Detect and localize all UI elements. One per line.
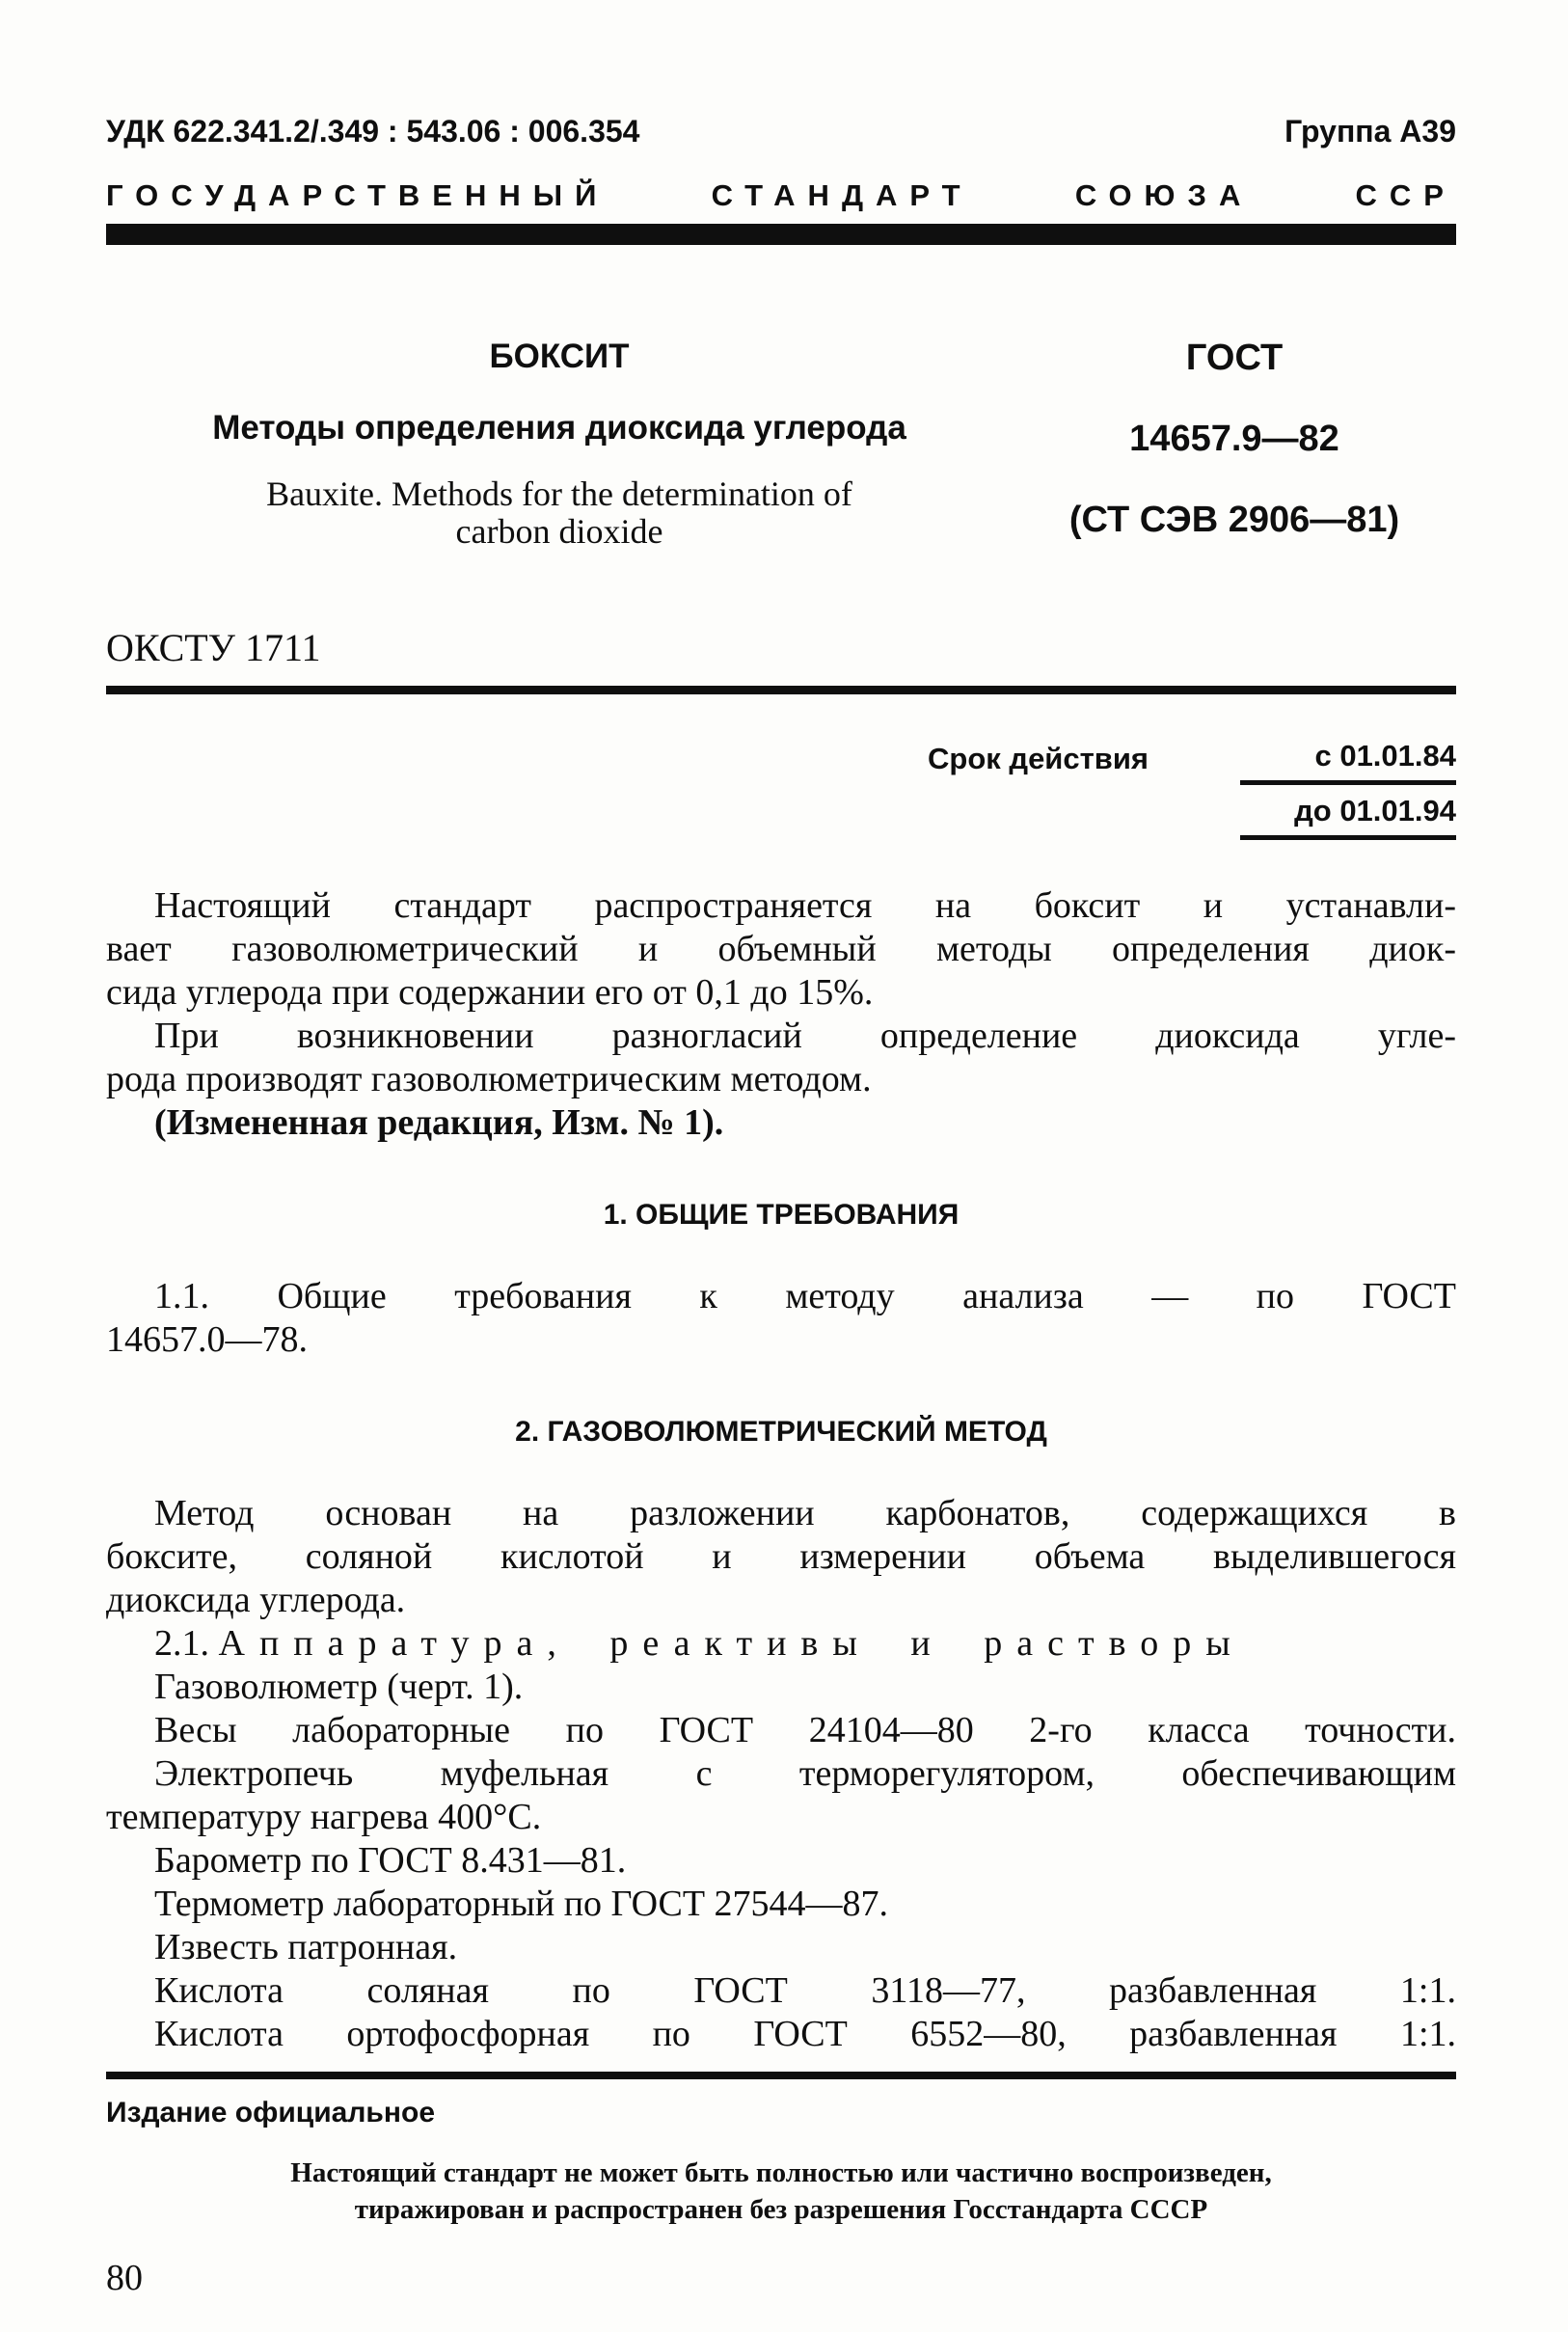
paragraph [106,2013,1456,2056]
text-line: Кислота ортофосфорная по ГОСТ 6552—80, разбавленная 1:1. [154,2014,1456,2054]
validity-block [106,739,1456,840]
text-line: Кислота соляная по ГОСТ 3118—77, разбавленная 1:1. [154,1970,1456,2011]
title-left-column [106,338,1013,581]
validity-dates [1240,739,1456,840]
paragraph [106,1926,1456,1969]
text-line: Настоящий стандарт не может быть полностью или частично воспроизведен, [290,2157,1272,2188]
validity-label: Срок действия [928,742,1149,775]
method-paragraph [106,1492,1456,1622]
apparatus-item-list [106,1666,1456,2056]
title-block [106,338,1456,581]
section-2-heading: 2. ГАЗОВОЛЮМЕТРИЧЕСКИЙ МЕТОД [515,1416,1047,1448]
paragraph [106,1752,1456,1839]
udk-code: УДК 622.341.2/.349 : 543.06 : 006.354 [106,114,640,149]
paragraph [106,1839,1456,1883]
standard-org-title: ГОСУДАРСТВЕННЫЙ СТАНДАРТ СОЮЗА ССР [106,178,1456,212]
text-line: рода производят газоволюметрическим методом. [106,1059,872,1099]
validity-from-date: с 01.01.84 [1240,739,1456,785]
text-line: Весы лабораторные по ГОСТ 24104—80 2-го класса точности. [154,1710,1456,1750]
copyright-notice [106,2155,1456,2228]
text-line: Известь патронная. [154,1927,458,1967]
text-line: Bauxite. Methods for the determination of [266,475,852,513]
text-line: Барометр по ГОСТ 8.431—81. [154,1840,627,1881]
page-number: 80 [106,2258,143,2298]
text-line: Настоящий стандарт распространяется на боксит и устанавли- [154,885,1456,926]
standard-designation [1013,338,1456,581]
intro-paragraph-1 [106,884,1456,1015]
text-line: диоксида углерода. [106,1580,406,1620]
validity-to-date: до 01.01.94 [1240,794,1456,840]
amendment-note: (Измененная редакция, Изм. № 1). [154,1102,724,1143]
text-line: ГОСТ [1185,338,1284,378]
paragraph [106,1969,1456,2013]
standard-subject: БОКСИТ [489,338,630,375]
text-line: 14657.9—82 [1129,419,1339,459]
text-line: Термометр лабораторный по ГОСТ 27544—87. [154,1884,889,1924]
group-code: Группа А39 [1284,114,1456,149]
classification-row [106,114,1456,149]
standard-title-english [106,475,1013,551]
text-line: (СТ СЭВ 2906—81) [1068,500,1400,540]
text-line: Газоволюметр (черт. 1). [154,1667,524,1707]
section-1-heading: 1. ОБЩИЕ ТРЕБОВАНИЯ [603,1199,960,1231]
text-line: сида углерода при содержании его от 0,1 до 15%. [106,972,874,1013]
paragraph [106,1709,1456,1752]
section-1-paragraph [106,1275,1456,1362]
apparatus-clause-number: 2.1. [154,1623,209,1664]
standard-title-russian: Методы определения диоксида углерода [212,409,906,447]
apparatus-clause-title: Аппаратура, реактивы и растворы [218,1623,1245,1664]
text-line: температуру нагрева 400°С. [106,1797,542,1837]
text-line: боксите, соляной кислотой и измерении объема выделившегося [106,1536,1456,1577]
paragraph [106,1666,1456,1709]
text-line: вает газоволюметрический и объемный методы определения диок- [106,929,1456,969]
intro-paragraph-2 [106,1015,1456,1101]
header-bar [106,224,1456,245]
text-line: тиражирован и распространен без разрешения Госстандарта СССР [354,2194,1208,2225]
paragraph [106,1883,1456,1926]
official-edition-label: Издание официальное [106,2097,436,2129]
horizontal-rule [106,686,1456,694]
text-line: Метод основан на разложении карбонатов, содержащихся в [154,1493,1456,1533]
apparatus-heading [106,1622,1456,1666]
text-line: 1.1. Общие требования к методу анализа — по ГОСТ [154,1276,1456,1316]
text-line: При возникновении разногласий определение диоксида угле- [154,1016,1456,1056]
text-line: 14657.0—78. [106,1319,308,1360]
document-body [106,884,1456,2056]
footer-rule [106,2072,1456,2079]
text-line: Электропечь муфельная с терморегулятором, обеспечивающим [154,1753,1456,1794]
text-line: carbon dioxide [455,512,663,551]
okstu-code: ОКСТУ 1711 [106,626,321,669]
